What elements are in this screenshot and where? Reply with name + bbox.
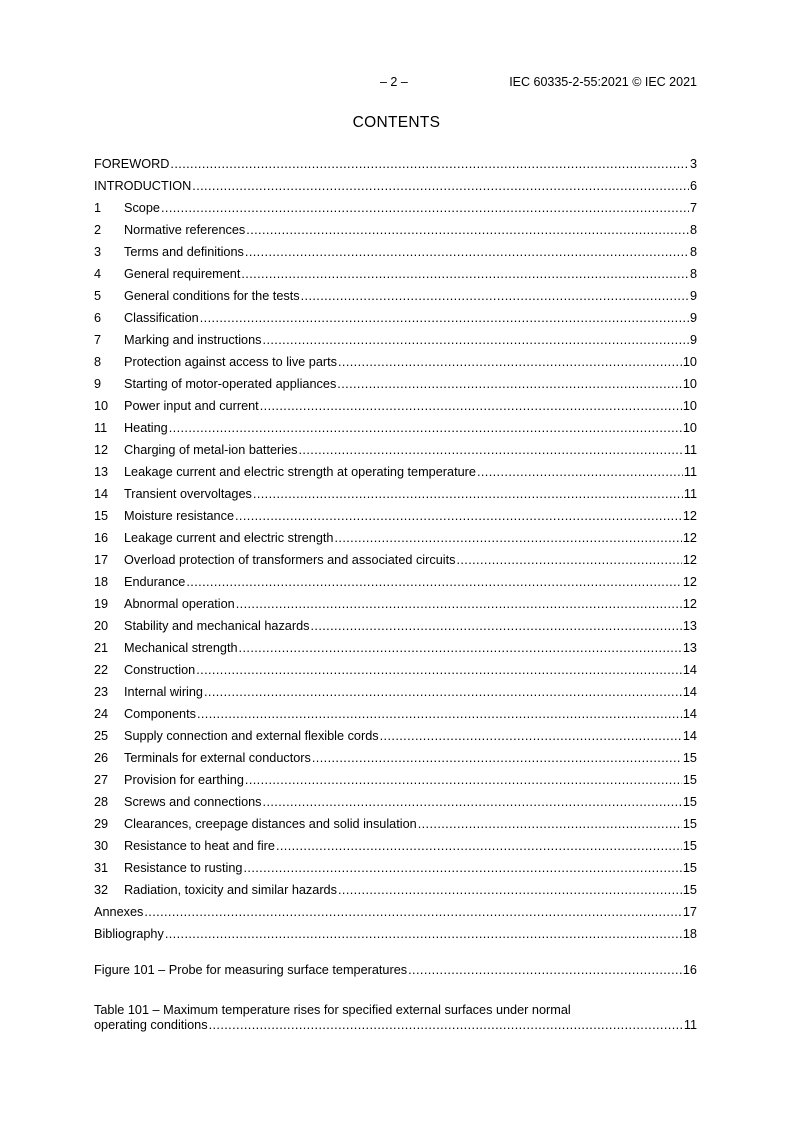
entry-page: 13: [682, 641, 697, 655]
dot-leader: [253, 487, 683, 501]
toc-entry-front[interactable]: [94, 157, 697, 179]
dot-leader: [477, 465, 683, 479]
toc-entry-clause[interactable]: [94, 377, 697, 399]
entry-title: Components: [124, 707, 196, 721]
table-of-contents: [94, 157, 697, 949]
toc-entry-clause[interactable]: [94, 575, 697, 597]
entry-page: 15: [682, 773, 697, 787]
entry-title: Clearances, creepage distances and solid insulation: [124, 817, 417, 831]
entry-page: 12: [682, 575, 697, 589]
dot-leader: [260, 399, 682, 413]
toc-entry-clause[interactable]: [94, 223, 697, 245]
entry-title: General conditions for the tests: [124, 289, 300, 303]
dot-leader: [245, 245, 689, 259]
toc-entry-clause[interactable]: [94, 619, 697, 641]
dot-leader: [299, 443, 683, 457]
toc-entry-back[interactable]: [94, 927, 697, 949]
entry-title: Classification: [124, 311, 199, 325]
toc-entry-clause[interactable]: [94, 729, 697, 751]
entry-title: Charging of metal-ion batteries: [124, 443, 298, 457]
toc-entry-clause[interactable]: [94, 355, 697, 377]
clause-number: 15: [94, 509, 109, 523]
entry-title: Endurance: [124, 575, 186, 589]
dot-leader: [276, 839, 682, 853]
dot-leader: [170, 157, 689, 171]
toc-entry-clause[interactable]: [94, 531, 697, 553]
entry-title: FOREWORD: [94, 157, 170, 171]
entry-title: Protection against access to live parts: [124, 355, 337, 369]
list-of-figures: [94, 963, 697, 985]
dot-leader: [197, 707, 682, 721]
dot-leader: [310, 619, 681, 633]
entry-page: 10: [682, 377, 697, 391]
entry-page: 7: [689, 201, 697, 215]
clause-number: 21: [94, 641, 109, 655]
entry-page: 15: [682, 861, 697, 875]
clause-number: 7: [94, 333, 102, 347]
toc-entry-clause[interactable]: [94, 839, 697, 861]
toc-entry-front[interactable]: [94, 179, 697, 201]
toc-entry-clause[interactable]: [94, 751, 697, 773]
dot-leader: [186, 575, 682, 589]
dot-leader: [312, 751, 682, 765]
toc-entry-clause[interactable]: [94, 465, 697, 487]
entry-title: General requirement: [124, 267, 241, 281]
entry-title: Supply connection and external flexible cords: [124, 729, 379, 743]
entry-page: 10: [682, 355, 697, 369]
clause-number: 6: [94, 311, 102, 325]
dot-leader: [263, 795, 682, 809]
entry-page: 11: [683, 465, 697, 479]
entry-title: Heating: [124, 421, 168, 435]
entry-page: 10: [682, 421, 697, 435]
dot-leader: [243, 861, 681, 875]
dot-leader: [338, 883, 682, 897]
entry-title: Screws and connections: [124, 795, 262, 809]
entry-title: Terms and definitions: [124, 245, 244, 259]
toc-entry-clause[interactable]: [94, 245, 697, 267]
clause-number: 22: [94, 663, 109, 677]
entry-page: 3: [689, 157, 697, 171]
clause-number: 8: [94, 355, 102, 369]
clause-number: 9: [94, 377, 102, 391]
toc-entry-clause[interactable]: [94, 201, 697, 223]
entry-page: 13: [682, 619, 697, 633]
entry-title: Construction: [124, 663, 196, 677]
dot-leader: [239, 641, 682, 655]
entry-title: Scope: [124, 201, 160, 215]
dot-leader: [200, 311, 689, 325]
entry-page: 15: [682, 817, 697, 831]
dot-leader: [196, 663, 682, 677]
dot-leader: [338, 355, 682, 369]
entry-title: Leakage current and electric strength: [124, 531, 334, 545]
dot-leader: [334, 531, 681, 545]
clause-number: 16: [94, 531, 109, 545]
entry-page: 12: [682, 531, 697, 545]
clause-number: 19: [94, 597, 109, 611]
dot-leader: [456, 553, 681, 567]
table-entry[interactable]: [94, 1003, 697, 1034]
clause-number: 23: [94, 685, 109, 699]
clause-number: 14: [94, 487, 109, 501]
clause-number: 25: [94, 729, 109, 743]
clause-number: 13: [94, 465, 109, 479]
entry-page: 16: [682, 963, 697, 977]
entry-continuation: [94, 1018, 697, 1034]
dot-leader: [209, 1018, 683, 1033]
dot-leader: [246, 223, 689, 237]
clause-number: 2: [94, 223, 102, 237]
toc-entry-clause[interactable]: [94, 685, 697, 707]
entry-title: Overload protection of transformers and associated circuits: [124, 553, 456, 567]
toc-entry-clause[interactable]: [94, 399, 697, 421]
list-of-tables: [94, 1003, 697, 1034]
toc-entry-clause[interactable]: [94, 641, 697, 663]
clause-number: 28: [94, 795, 109, 809]
toc-entry-clause[interactable]: [94, 663, 697, 685]
entry-title: Power input and current: [124, 399, 259, 413]
dot-leader: [241, 267, 689, 281]
page-number: – 2 –: [380, 75, 408, 89]
dot-leader: [161, 201, 689, 215]
clause-number: 30: [94, 839, 109, 853]
toc-entry-clause[interactable]: [94, 597, 697, 619]
entry-title: Resistance to heat and fire: [124, 839, 275, 853]
clause-number: 4: [94, 267, 102, 281]
clause-number: 32: [94, 883, 109, 897]
entry-page: 9: [689, 289, 697, 303]
toc-entry-clause[interactable]: [94, 443, 697, 465]
clause-number: 20: [94, 619, 109, 633]
dot-leader: [245, 773, 682, 787]
entry-page: 8: [689, 223, 697, 237]
toc-entry-back[interactable]: [94, 905, 697, 927]
dot-leader: [165, 927, 682, 941]
toc-entry-clause[interactable]: [94, 487, 697, 509]
clause-number: 17: [94, 553, 109, 567]
entry-page: 14: [682, 685, 697, 699]
entry-page: 11: [683, 1017, 697, 1032]
entry-page: 9: [689, 333, 697, 347]
toc-entry-clause[interactable]: [94, 861, 697, 883]
toc-entry-clause[interactable]: [94, 267, 697, 289]
dot-leader: [192, 179, 689, 193]
dot-leader: [263, 333, 689, 347]
clause-number: 29: [94, 817, 109, 831]
entry-title: INTRODUCTION: [94, 179, 192, 193]
entry-page: 9: [689, 311, 697, 325]
entry-page: 14: [682, 729, 697, 743]
clause-number: 26: [94, 751, 109, 765]
entry-title: Leakage current and electric strength at operating temperature: [124, 465, 476, 479]
entry-page: 18: [682, 927, 697, 941]
entry-title: Normative references: [124, 223, 246, 237]
toc-entry-clause[interactable]: [94, 421, 697, 443]
entry-title: Terminals for external conductors: [124, 751, 311, 765]
clause-number: 5: [94, 289, 102, 303]
figure-entry[interactable]: [94, 963, 697, 985]
dot-leader: [380, 729, 682, 743]
entry-title: Stability and mechanical hazards: [124, 619, 310, 633]
dot-leader: [236, 597, 682, 611]
clause-number: 10: [94, 399, 109, 413]
entry-title: Marking and instructions: [124, 333, 262, 347]
entry-page: 11: [683, 443, 697, 457]
entry-title: Starting of motor-operated appliances: [124, 377, 337, 391]
entry-page: 11: [683, 487, 697, 501]
entry-page: 6: [689, 179, 697, 193]
entry-title: Radiation, toxicity and similar hazards: [124, 883, 337, 897]
entry-title: Moisture resistance: [124, 509, 234, 523]
entry-page: 12: [682, 597, 697, 611]
dot-leader: [204, 685, 682, 699]
dot-leader: [144, 905, 682, 919]
entry-page: 15: [682, 839, 697, 853]
dot-leader: [337, 377, 682, 391]
clause-number: 3: [94, 245, 102, 259]
toc-entry-clause[interactable]: [94, 553, 697, 575]
entry-page: 12: [682, 553, 697, 567]
toc-entry-clause[interactable]: [94, 883, 697, 905]
toc-entry-clause[interactable]: [94, 509, 697, 531]
toc-entry-clause[interactable]: [94, 289, 697, 311]
entry-title: Table 101 – Maximum temperature rises for specified external surfaces under normal: [94, 1003, 571, 1017]
entry-title: Transient overvoltages: [124, 487, 252, 501]
entry-page: 14: [682, 663, 697, 677]
entry-title: Abnormal operation: [124, 597, 235, 611]
dot-leader: [235, 509, 682, 523]
page-header: [94, 75, 697, 93]
standard-reference: IEC 60335-2-55:2021 © IEC 2021: [509, 75, 697, 89]
entry-page: 10: [682, 399, 697, 413]
clause-number: 24: [94, 707, 109, 721]
entry-title: Provision for earthing: [124, 773, 244, 787]
dot-leader: [418, 817, 682, 831]
entry-page: 8: [689, 267, 697, 281]
clause-number: 1: [94, 201, 102, 215]
toc-entry-clause[interactable]: [94, 773, 697, 795]
page-title: CONTENTS: [352, 114, 441, 131]
entry-title: Annexes: [94, 905, 144, 919]
entry-page: 17: [682, 905, 697, 919]
dot-leader: [408, 963, 682, 977]
clause-number: 27: [94, 773, 109, 787]
entry-page: 15: [682, 795, 697, 809]
entry-title: Internal wiring: [124, 685, 203, 699]
entry-page: 15: [682, 883, 697, 897]
dot-leader: [169, 421, 682, 435]
clause-number: 18: [94, 575, 109, 589]
entry-title-continued: operating conditions: [94, 1017, 208, 1032]
toc-entry-clause[interactable]: [94, 707, 697, 729]
entry-page: 14: [682, 707, 697, 721]
entry-page: 15: [682, 751, 697, 765]
entry-title: Bibliography: [94, 927, 164, 941]
clause-number: 12: [94, 443, 109, 457]
entry-title: Mechanical strength: [124, 641, 238, 655]
toc-entry-clause[interactable]: [94, 817, 697, 839]
entry-title: Resistance to rusting: [124, 861, 243, 875]
dot-leader: [301, 289, 689, 303]
clause-number: 11: [94, 421, 108, 435]
toc-entry-clause[interactable]: [94, 795, 697, 817]
toc-entry-clause[interactable]: [94, 333, 697, 355]
entry-page: 8: [689, 245, 697, 259]
clause-number: 31: [94, 861, 109, 875]
toc-entry-clause[interactable]: [94, 311, 697, 333]
entry-title: Figure 101 – Probe for measuring surface temperatures: [94, 963, 408, 977]
entry-page: 12: [682, 509, 697, 523]
